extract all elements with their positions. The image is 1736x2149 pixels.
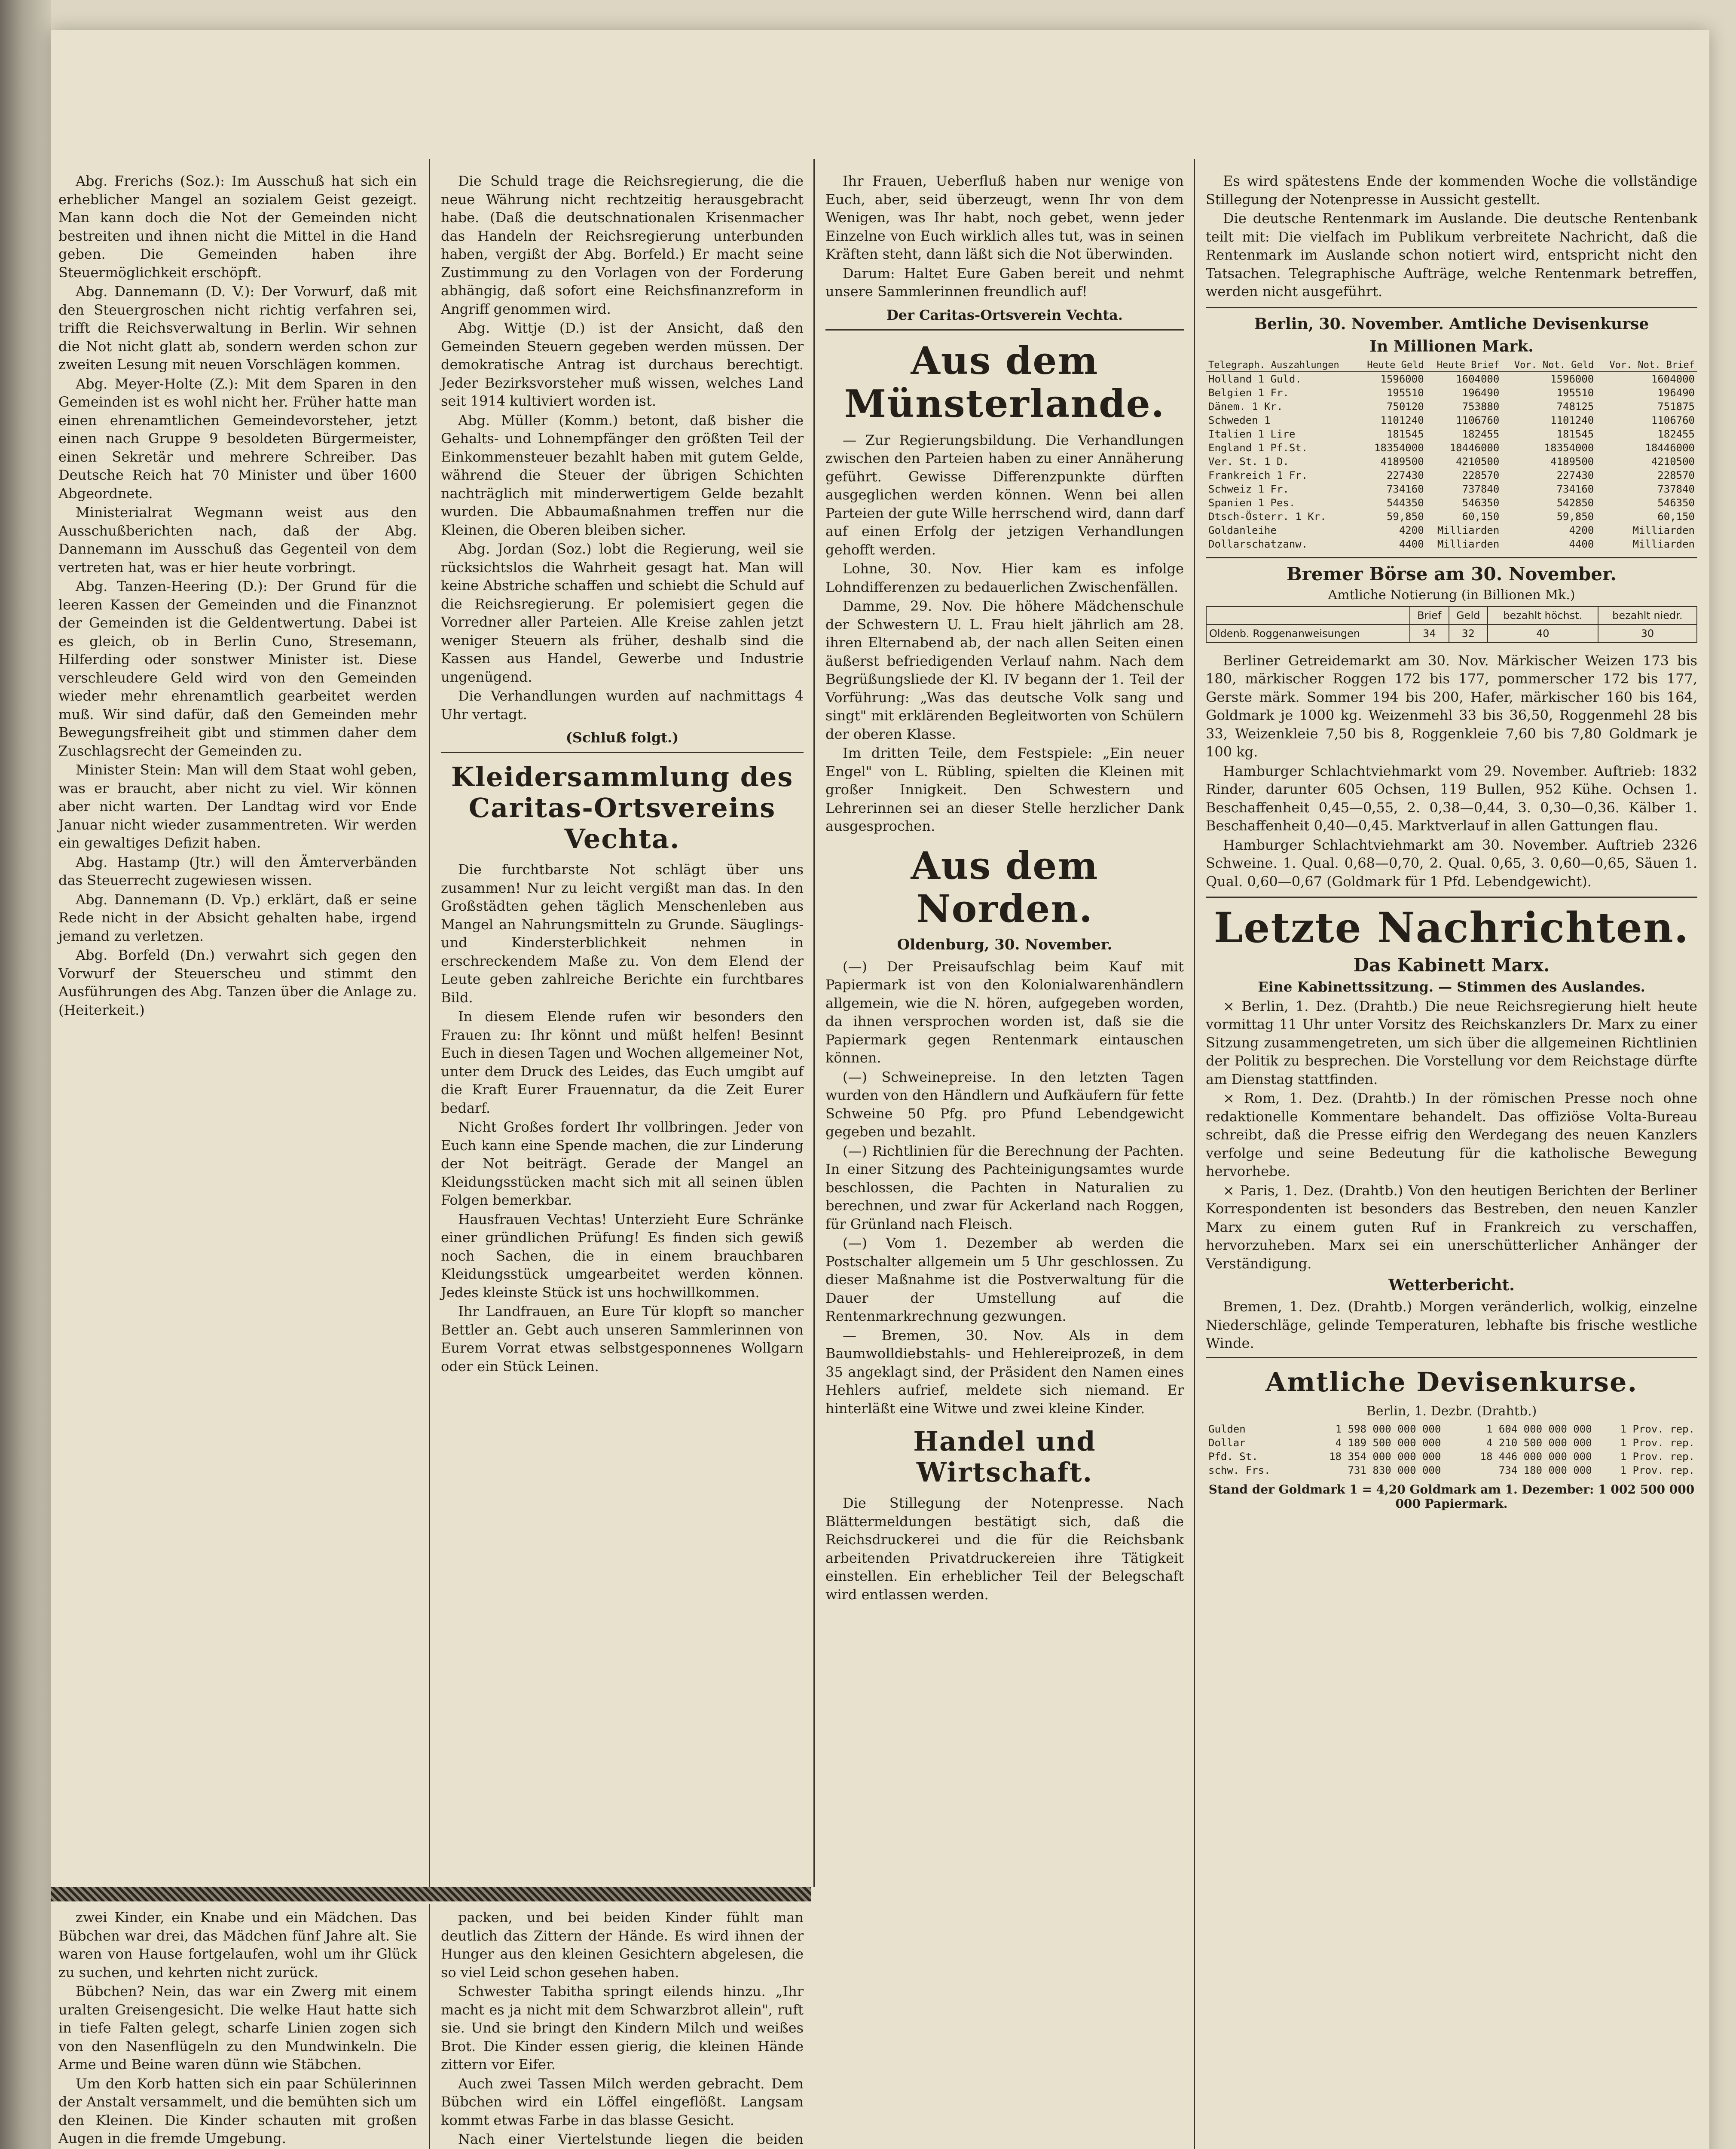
section-rule: [441, 752, 804, 753]
table-row: [1206, 386, 1697, 400]
boerse-subheading: Amtliche Notierung (in Billionen Mk.): [1328, 587, 1575, 603]
table-cell: 228570: [1462, 469, 1500, 481]
table-cell: 228570: [1657, 469, 1695, 481]
table-header: bezahlt niedr.: [1598, 606, 1697, 624]
table-cell: 182455: [1462, 428, 1500, 440]
table-cell: 4189500: [1550, 455, 1594, 468]
table-cell: Milliarden: [1632, 538, 1695, 550]
paragraph: Berliner Getreidemarkt am 30. Nov. Märkischer Weizen 173 bis 180, märkischer Roggen 172 bis 177, pommerscher 172 bis 177, Gerste märk. Sommer 194 bis 200, Hafer, märkischer 160 bis 164, Goldmark je 1000 kg. Weizenmehl 33 bis 36,50, Roggenmehl 28 bis 33, Weizenkleie 7,50 bis 8, Roggenkleie 7,60 bis 7,80 Goldmark je 100 kg.: [1206, 652, 1697, 760]
weather-heading: Wetterbericht.: [1388, 1276, 1515, 1294]
paragraph: Die furchtbarste Not schlägt über uns zusammen! Nur zu leicht vergißt man das. In den Großstädten gehen täglich Menschenleben aus Mangel an Nahrungsmitteln zu Grunde. Säuglings- und Kindersterblichkeit nehmen in erschreckendem Maße zu. Von dem Elend der Leute geben zahlreiche Berichte ein furchtbares Bild.: [441, 861, 804, 1006]
paragraph: Abg. Dannemann (D. Vp.) erklärt, daß er seine Rede nicht in der Absicht gehalten habe, irgend jemand zu verletzen.: [58, 891, 417, 944]
table-cell: 227430: [1386, 469, 1424, 481]
devisen-subheading: In Millionen Mark.: [1369, 337, 1534, 355]
table-cell: 32: [1449, 624, 1488, 643]
table-cell: 4200: [1399, 524, 1424, 536]
paragraph: Abg. Meyer-Holte (Z.): Mit dem Sparen in den Gemeinden ist es wohl nicht her. Früher hatte man einen ehrenamtlichen Gemeindevorsteher, jetzt einen nach Gruppe 9 besoldeten Bürgermeister, einen Sekretär und mehrere Schreiber. Das Deutsche Reich hat 70 Minister und über 1600 Abgeordnete.: [58, 375, 417, 502]
table-header: Geld: [1449, 606, 1488, 624]
table-cell: 60,150: [1657, 510, 1695, 523]
table-cell: Oldenb. Roggenanweisungen: [1206, 624, 1410, 643]
table-row: [1206, 1436, 1697, 1450]
table-cell: England 1 Pf.St.: [1208, 441, 1308, 454]
table-cell: 196490: [1462, 386, 1500, 399]
table-cell: 18354000: [1374, 441, 1424, 454]
amtliche-table: [1206, 1422, 1697, 1477]
table-header: Heute Geld: [1357, 359, 1427, 372]
table-cell: Holland 1 Guld.: [1208, 373, 1302, 385]
paragraph: Hausfrauen Vechtas! Unterzieht Eure Schränke einer gründlichen Prüfung! Es finden sich gewiß noch Sachen, die in einem brauchbaren Kleidungsstück umgearbeitet werden können. Jedes kleinste Stück ist uns hochwillkommen.: [441, 1211, 804, 1301]
table-cell: 1 598 000 000 000: [1335, 1423, 1441, 1435]
table-cell: 1106760: [1456, 414, 1500, 426]
amtliche-subheading: Berlin, 1. Dezbr. (Drahtb.): [1366, 1403, 1537, 1419]
paragraph: Darum: Haltet Eure Gaben bereit und nehmt unsere Sammlerinnen freundlich auf!: [825, 265, 1184, 300]
table-header: [1206, 606, 1410, 624]
table-cell: 4189500: [1380, 455, 1424, 468]
table-header: bezahlt höchst.: [1488, 606, 1598, 624]
section-divider: [51, 1887, 811, 1901]
table-cell: 734 180 000 000: [1498, 1464, 1592, 1476]
paragraph: Abg. Hastamp (Jtr.) will den Ämterverbänden das Steuerrecht zugewiesen wissen.: [58, 854, 417, 888]
column-4: [1198, 172, 1705, 2149]
table-cell: 737840: [1462, 483, 1500, 495]
column-rule: [813, 159, 815, 1887]
paragraph: Bremen, 1. Dez. (Drahtb.) Morgen veränderlich, wolkig, einzelne Niederschläge, gelinde Temperaturen, lebhafte bis frische westliche Winde.: [1206, 1298, 1697, 1351]
table-cell: 4 189 500 000 000: [1335, 1436, 1441, 1449]
newspaper-page: [51, 30, 1709, 2149]
paragraph: Abg. Tanzen-Heering (D.): Der Grund für die leeren Kassen der Gemeinden und die Finanznot der Gemeinden ist die Geldentwertung. Dabei ist es gleich, ob in Berlin Cuno, Stresemann, Hilferding oder sonstwer Minister ist. Diese verschleudere Geld wird von den Gemeinden wieder mehr ehrenamtlich gearbeitet werden muß. Wir sind dafür, daß den Gemeinden mehr Bewegungsfreiheit gibt und stimmen daher dem Zuschlagsrecht der Gemeinden zu.: [58, 578, 417, 759]
table-cell: 1 Prov. rep.: [1620, 1464, 1695, 1476]
article-headline: Kleidersammlung des Caritas-Ortsvereins Vechta.: [451, 761, 794, 854]
table-cell: 59,850: [1556, 510, 1594, 523]
table-cell: Dollar: [1208, 1436, 1246, 1449]
table-row: [1206, 400, 1697, 413]
paragraph: Ministerialrat Wegmann weist aus den Ausschußberichten nach, daß der Abg. Dannemann im Ausschuß das Gegenteil von dem vertreten hat, was er hier heute vorbringt.: [58, 504, 417, 576]
table-cell: Italien 1 Lire: [1208, 428, 1296, 440]
table-row: [1206, 510, 1697, 523]
table-cell: 34: [1410, 624, 1449, 643]
boerse-table: [1206, 606, 1697, 643]
section-headline: Handel und Wirtschaft.: [913, 1426, 1096, 1488]
paragraph: × Rom, 1. Dez. (Drahtb.) In der römischen Presse noch ohne redaktionelle Kommentare behandelt. Das offiziöse Volta-Bureau schreibt, daß die Presse eifrig den Werdegang des neuen Kanzlers verfolge und seine Bedeutung für die katholische Bewegung hervorhebe.: [1206, 1090, 1697, 1179]
table-header: Heute Brief: [1427, 359, 1502, 372]
table-cell: 4 210 500 000 000: [1486, 1436, 1592, 1449]
table-cell: 18446000: [1449, 441, 1500, 454]
table-cell: 60,150: [1462, 510, 1500, 523]
section-rule: [1206, 1357, 1697, 1358]
table-cell: 1604000: [1456, 373, 1500, 385]
table-cell: 748125: [1556, 400, 1594, 413]
paragraph: Um den Korb hatten sich ein paar Schülerinnen der Anstalt versammelt, und die bemühten sich um den Kleinen. Die Kinder schauten mit großen Augen in die fremde Umgebung.: [58, 2075, 417, 2146]
table-header: Vor. Not. Brief: [1596, 359, 1697, 372]
paragraph: Schwester Tabitha springt eilends hinzu. „Ihr macht es ja nicht mit dem Schwarzbrot allein", ruft sie. Und sie bringt den Kindern Milch und weißes Brot. Die Kinder essen gierig, die kleinen Hände zittern vor Eifer.: [441, 1983, 804, 2072]
paragraph: × Berlin, 1. Dez. (Drahtb.) Die neue Reichsregierung hielt heute vormittag 11 Uhr unter Vorsitz des Reichskanzlers Dr. Marx zu einer Sitzung zusammengetreten, um sich über die allgemeinen Richtlinien der Politik zu besprechen. Die Vorstellung vor dem Reichstage dürfte am Dienstag stattfinden.: [1206, 998, 1697, 1087]
table-cell: 227430: [1556, 469, 1594, 481]
paragraph: Abg. Wittje (D.) ist der Ansicht, daß den Gemeinden Steuern gegeben werden müssen. Der demokratische Antrag ist durchaus berechtigt. Jeder Bezirksvorsteher muß wissen, welches Land seit 1914 kultiviert worden ist.: [441, 320, 804, 409]
table-cell: 195510: [1556, 386, 1594, 399]
table-cell: schw. Frs.: [1208, 1464, 1271, 1476]
boerse-heading: Bremer Börse am 30. November.: [1287, 563, 1617, 585]
paragraph: Abg. Jordan (Soz.) lobt die Regierung, weil sie rücksichtslos die Wahrheit gesagt hat. Man will keine Abstriche schaffen und schiebt die Schuld auf die Reichsregierung. Er polemisiert gegen die Vorredner aller Parteien. Alle Kreise zahlen jetzt weniger Steuern als früher, deshalb sind die Kassen aus Handel, Gewerbe und Industrie ungenügend.: [441, 541, 804, 685]
column-rule: [1194, 159, 1195, 2149]
table-cell: 1101240: [1550, 414, 1594, 426]
table-cell: 734160: [1386, 483, 1424, 495]
table-cell: 196490: [1657, 386, 1695, 399]
section-rule: [1206, 307, 1697, 308]
bottom-column-2: [433, 1908, 811, 2149]
paragraph: Bübchen? Nein, das war ein Zwerg mit einem uralten Greisengesicht. Die welke Haut hatte sich in tiefe Falten gelegt, scharfe Linien zogen sich von den Nasenflügeln zu den Mundwinkeln. Die Arme und Beine waren dünn wie Stäbchen.: [58, 1983, 417, 2072]
table-row: [1206, 537, 1697, 551]
table-cell: Milliarden: [1437, 524, 1500, 536]
paragraph: — Zur Regierungsbildung. Die Verhandlungen zwischen den Parteien haben zu einer Annäherung geführt. Gewisse Differenzpunkte dürften ausgeglichen werden können. Wenn bei allen Parteien der gute Wille herrschend wird, dann darf auf einen Erfolg der jetzigen Verhandlungen gehofft werden.: [825, 432, 1184, 558]
table-cell: 737840: [1657, 483, 1695, 495]
table-cell: Dänem. 1 Kr.: [1208, 400, 1283, 413]
section-rule: [1206, 557, 1697, 558]
table-cell: Spanien 1 Pes.: [1208, 496, 1296, 509]
table-cell: Milliarden: [1437, 538, 1500, 550]
table-cell: 18 446 000 000 000: [1480, 1450, 1592, 1463]
column-rule: [429, 1904, 430, 2149]
table-row: [1206, 468, 1697, 482]
paragraph: Damme, 29. Nov. Die höhere Mädchenschule der Schwestern U. L. Frau hielt jährlich am 28. ihren Elternabend ab, der nach allen Seiten einen äußerst befriedigenden Verlauf nahm. Nach dem Begrüßungsliede der Kl. IV begann der 1. Teil der Vorführung: „Was das deutsche Volk sang und singt" mit erklärenden Begleitworten von Schülern der oberen Klasse.: [825, 598, 1184, 742]
paragraph: Minister Stein: Man will dem Staat wohl geben, was er braucht, aber nicht zu viel. Wir können aber nicht warten. Der Landtag wird vor Ende Januar nicht wieder zusammentreten. Wir werden ein gewaltiges Defizit haben.: [58, 762, 417, 851]
paragraph: Es wird spätestens Ende der kommenden Woche die vollständige Stillegung der Notenpresse in Aussicht gestellt.: [1206, 173, 1697, 208]
column-rule: [429, 159, 430, 1887]
table-cell: 734160: [1556, 483, 1594, 495]
section-rule: [1206, 897, 1697, 898]
goldmark-note: Stand der Goldmark 1 = 4,20 Goldmark am 1. Dezember: 1 002 500 000 000 Papiermark.: [1208, 1482, 1695, 1511]
table-cell: 30: [1598, 624, 1697, 643]
column-1: [51, 172, 425, 1883]
table-header: Telegraph. Auszahlungen: [1206, 359, 1357, 372]
table-cell: 546350: [1462, 496, 1500, 509]
paragraph: (—) Richtlinien für die Berechnung der Pachten. In einer Sitzung des Pachteinigungsamtes wurde beschlossen, die Pachten in Naturalien zu berechnen, und zwar für Ackerland nach Roggen, für Grünland nach Fleisch.: [825, 1142, 1184, 1232]
page-fold-edge: [0, 0, 51, 2149]
column-2: [433, 172, 811, 1883]
paragraph: — Bremen, 30. Nov. Als in dem Baumwolldiebstahls- und Hehlereiprozeß, in dem 35 angeklagt sind, der Präsident den Namen eines Hehlers aufrief, meldete sich niemand. Er hinterläßt eine Witwe und zwei kleine Kinder.: [825, 1327, 1184, 1417]
table-cell: 750120: [1386, 400, 1424, 413]
paragraph: Abg. Frerichs (Soz.): Im Ausschuß hat sich ein erheblicher Mangel an sozialem Geist gezeigt. Man kann doch die Not der Gemeinden nicht bestreiten und ihnen nicht die Mittel in die Hand geben. Die Gemeinden haben ihre Steuermöglichkeit erschöpft.: [58, 173, 417, 281]
paragraph: Abg. Müller (Komm.) betont, daß bisher die Gehalts- und Lohnempfänger den größten Teil der Einkommensteuer bezahlt haben mit gutem Gelde, während die Steuer der übrigen Schichten nachträglich mit minderwertigem Gelde bezahlt wurden. Die Abbaumaßnahmen treffen nur die Kleinen, die Oberen bleiben sicher.: [441, 412, 804, 538]
table-row: [1206, 496, 1697, 510]
table-cell: 40: [1488, 624, 1598, 643]
bottom-column-1: [51, 1908, 425, 2149]
column-3: [818, 172, 1192, 2149]
paragraph: Lohne, 30. Nov. Hier kam es infolge Lohndifferenzen zu bedauerlichen Zwischenfällen.: [825, 560, 1184, 595]
table-cell: Frankreich 1 Fr.: [1208, 469, 1308, 481]
dateline: Oldenburg, 30. November.: [897, 936, 1113, 953]
table-cell: 4210500: [1456, 455, 1500, 468]
table-cell: 4400: [1569, 538, 1594, 550]
table-cell: Gulden: [1208, 1423, 1246, 1435]
table-header: Vor. Not. Geld: [1502, 359, 1596, 372]
paragraph: Nach einer Viertelstunde liegen die beiden: [458, 2131, 804, 2147]
table-cell: 18354000: [1544, 441, 1594, 454]
table-cell: 59,850: [1386, 510, 1424, 523]
table-row: [1206, 523, 1697, 537]
table-cell: 544350: [1386, 496, 1424, 509]
table-row: [1206, 372, 1697, 386]
table-cell: 1604000: [1651, 373, 1695, 385]
table-cell: Schweden 1: [1208, 414, 1271, 426]
table-row: [1206, 413, 1697, 427]
devisen-table: [1206, 359, 1697, 551]
table-header: Brief: [1410, 606, 1449, 624]
table-cell: 195510: [1386, 386, 1424, 399]
table-cell: 1 Prov. rep.: [1620, 1450, 1695, 1463]
section-headline: Aus dem Münsterlande.: [844, 338, 1165, 426]
table-cell: Dtsch-Österr. 1 Kr.: [1208, 510, 1326, 523]
paragraph: Ihr Frauen, Ueberfluß haben nur wenige von Euch, aber, seid überzeugt, wenn Ihr von dem Wenigen, was Ihr habt, noch gebet, wenn jeder Einzelne von Euch wirklich alles tut, was in seinen Kräften steht, dann läßt sich die Not überwinden.: [825, 173, 1184, 262]
table-cell: Milliarden: [1632, 524, 1695, 536]
article-headline: Das Kabinett Marx.: [1353, 955, 1550, 976]
paragraph: Ihr Landfrauen, an Eure Tür klopft so mancher Bettler an. Gebt auch unseren Sammlerinnen von Eurem Vorrat etwas selbstgesponnenes Wollgarn oder ein Stück Leinen.: [441, 1303, 804, 1375]
table-cell: 1596000: [1550, 373, 1594, 385]
table-cell: 546350: [1657, 496, 1695, 509]
table-row: [1206, 624, 1697, 643]
table-cell: 751875: [1657, 400, 1695, 413]
table-cell: 181545: [1556, 428, 1594, 440]
paragraph: (—) Schweinepreise. In den letzten Tagen wurden von den Händlern und Aufkäufern für fette Schweine 50 Pfg. pro Pfund Lebendgewicht gegeben und bezahlt.: [825, 1068, 1184, 1140]
table-row: [1206, 441, 1697, 455]
section-headline: Aus dem Norden.: [911, 843, 1099, 931]
table-cell: 1106760: [1651, 414, 1695, 426]
paragraph: Nicht Großes fordert Ihr vollbringen. Jeder von Euch kann eine Spende machen, die zur Linderung der Not beiträgt. Gerade der Mangel an Kleidungsstücken macht sich mit all seinen üblen Folgen bemerkbar.: [441, 1119, 804, 1208]
devisen-heading: Berlin, 30. November. Amtliche Devisenkurse: [1254, 315, 1649, 333]
article-signature: Der Caritas-Ortsverein Vechta.: [886, 306, 1123, 323]
table-cell: 1101240: [1380, 414, 1424, 426]
table-cell: 18446000: [1645, 441, 1695, 454]
table-row: [1206, 455, 1697, 468]
section-rule: [825, 329, 1184, 331]
table-row: [1206, 427, 1697, 441]
paragraph: (—) Vom 1. Dezember ab werden die Postschalter allgemein um 5 Uhr geschlossen. Zu dieser Maßnahme ist die Postverwaltung für die Dauer der Umstellung auf die Rentenmarkrechnung gezwungen.: [825, 1235, 1184, 1324]
table-cell: 1596000: [1380, 373, 1424, 385]
table-cell: 731 830 000 000: [1348, 1464, 1441, 1476]
table-cell: 542850: [1556, 496, 1594, 509]
paragraph: Hamburger Schlachtviehmarkt am 30. November. Auftrieb 2326 Schweine. 1. Qual. 0,68—0,70, 2. Qual. 0,65, 3. 0,60—0,65, Säuen 1. Qual. 0,60—0,67 (Goldmark für 1 Pfd. Lebendgewicht).: [1206, 836, 1697, 890]
table-cell: 753880: [1462, 400, 1500, 413]
table-cell: 4210500: [1651, 455, 1695, 468]
paragraph: Die deutsche Rentenmark im Auslande. Die deutsche Rentenbank teilt mit: Die vielfach im Publikum verbreitete Nachricht, daß die Rentenmark im Auslande schon notiert wird, entspricht nicht den Tatsachen. Telegraphische Aufträge, welche Rentenmark betreffen, werden nicht ausgeführt.: [1206, 210, 1697, 300]
section-headline: Amtliche Devisenkurse.: [1265, 1366, 1638, 1398]
table-cell: 18 354 000 000 000: [1329, 1450, 1441, 1463]
table-cell: Ver. St. 1 D.: [1208, 455, 1289, 468]
table-cell: Goldanleihe: [1208, 524, 1277, 536]
paragraph: Die Verhandlungen wurden auf nachmittags 4 Uhr vertagt.: [441, 688, 804, 722]
table-cell: 4200: [1569, 524, 1594, 536]
table-row: [1206, 1463, 1697, 1477]
continued-note: (Schluß folgt.): [565, 729, 679, 746]
paragraph: × Paris, 1. Dez. (Drahtb.) Von den heutigen Berichten der Berliner Korrespondenten ist besonders das Bestreben, den neuen Kanzler Marx zu einem guten Ruf in Frankreich zu verschaffen, hervorzuheben. Marx sei ein unerschütterlicher Anhänger der Verständigung.: [1206, 1182, 1697, 1272]
paragraph: Im dritten Teile, dem Festspiele: „Ein neuer Engel" von L. Rübling, spielten die Kleinen mit großer Innigkeit. Den Schwestern und Lehrerinnen sei an dieser Stelle herzlicher Dank ausgesprochen.: [825, 745, 1184, 834]
paragraph: In diesem Elende rufen wir besonders den Frauen zu: Ihr könnt und müßt helfen! Besinnt Euch in diesen Tagen und Wochen allgemeiner Not, unter dem Druck des Leides, das Euch umgibt auf die Kraft Eurer Frauennatur, da die Zeit Eurer bedarf.: [441, 1008, 804, 1116]
table-cell: 181545: [1386, 428, 1424, 440]
table-cell: Belgien 1 Fr.: [1208, 386, 1289, 399]
paragraph: packen, und bei beiden Kinder fühlt man deutlich das Zittern der Hände. Es wird ihnen der Hunger aus den kleinen Gesichtern abgelesen, die so viel Leid schon gesehen haben.: [441, 1909, 804, 1981]
table-cell: Schweiz 1 Fr.: [1208, 483, 1289, 495]
paragraph: Die Stillegung der Notenpresse. Nach Blättermeldungen bestätigt sich, daß die Reichsdruckerei und die für die Reichsbank arbeitenden Privatdruckereien ihre Tätigkeit einstellen. Ein erheblicher Teil der Belegschaft wird entlassen werden.: [825, 1495, 1184, 1603]
paragraph: Abg. Borfeld (Dn.) verwahrt sich gegen den Vorwurf der Steuerscheu und stimmt den Ausführungen des Abg. Tanzen über die Anlage zu. (Heiterkeit.): [58, 947, 417, 1018]
table-row: [1206, 482, 1697, 496]
paragraph: (—) Der Preisaufschlag beim Kauf mit Papiermark ist von den Kolonialwarenhändlern allgemein, wie die N. hören, aufgegeben worden, da ihnen versprochen worden ist, daß sie die Papiermark gegen Rentenmark eintauschen können.: [825, 958, 1184, 1066]
table-cell: 1 Prov. rep.: [1620, 1423, 1695, 1435]
paragraph: Eine Kabinettssitzung. — Stimmen des Auslandes.: [1258, 979, 1645, 995]
paragraph: Die Schuld trage die Reichsregierung, die die neue Währung nicht rechtzeitig herausgebracht habe. (Daß die deutschnationalen Krisenmacher das Handeln der Reichsregierung unterbunden haben, vergißt der Abg. Borfeld.) Er macht seine Zustimmung zu den Vorlagen von der Forderung abhängig, daß sofort eine Reichsfinanzreform in Angriff genommen wird.: [441, 173, 804, 317]
table-cell: Dollarschatzanw.: [1208, 538, 1308, 550]
table-row: [1206, 1450, 1697, 1463]
paragraph: Abg. Dannemann (D. V.): Der Vorwurf, daß mit den Steuergroschen nicht richtig verfahren sei, trifft die Reichsverwaltung in Berlin. Wir sehnen die Not nicht glatt ab, sondern werden schon zur zweiten Lesung mit neuen Vorschlägen kommen.: [58, 283, 417, 373]
table-cell: Pfd. St.: [1208, 1450, 1258, 1463]
table-cell: 1 604 000 000 000: [1486, 1423, 1592, 1435]
paragraph: zwei Kinder, ein Knabe und ein Mädchen. Das Bübchen war drei, das Mädchen fünf Jahre alt. Sie waren von Hause fortgelaufen, wohl um ihr Glück zu suchen, und kehrten nicht zurück.: [58, 1909, 417, 1981]
paragraph: Hamburger Schlachtviehmarkt vom 29. November. Auftrieb: 1832 Rinder, darunter 605 Ochsen, 119 Bullen, 952 Kühe. Ochsen 1. Beschaffenheit 0,45—0,55, 2. 0,38—0,44, 3. 0,30—0,36. Kälber 1. Beschaffenheit 0,40—0,45. Marktverlauf in allen Gattungen flau.: [1206, 762, 1697, 834]
table-cell: 182455: [1657, 428, 1695, 440]
table-cell: 1 Prov. rep.: [1620, 1436, 1695, 1449]
table-cell: 4400: [1399, 538, 1424, 550]
section-headline: Letzte Nachrichten.: [1213, 903, 1690, 952]
paragraph: Auch zwei Tassen Milch werden gebracht. Dem Bübchen wird ein Löffel eingeflößt. Langsam kommt etwas Farbe in das blasse Gesicht.: [441, 2075, 804, 2128]
table-row: [1206, 1422, 1697, 1436]
